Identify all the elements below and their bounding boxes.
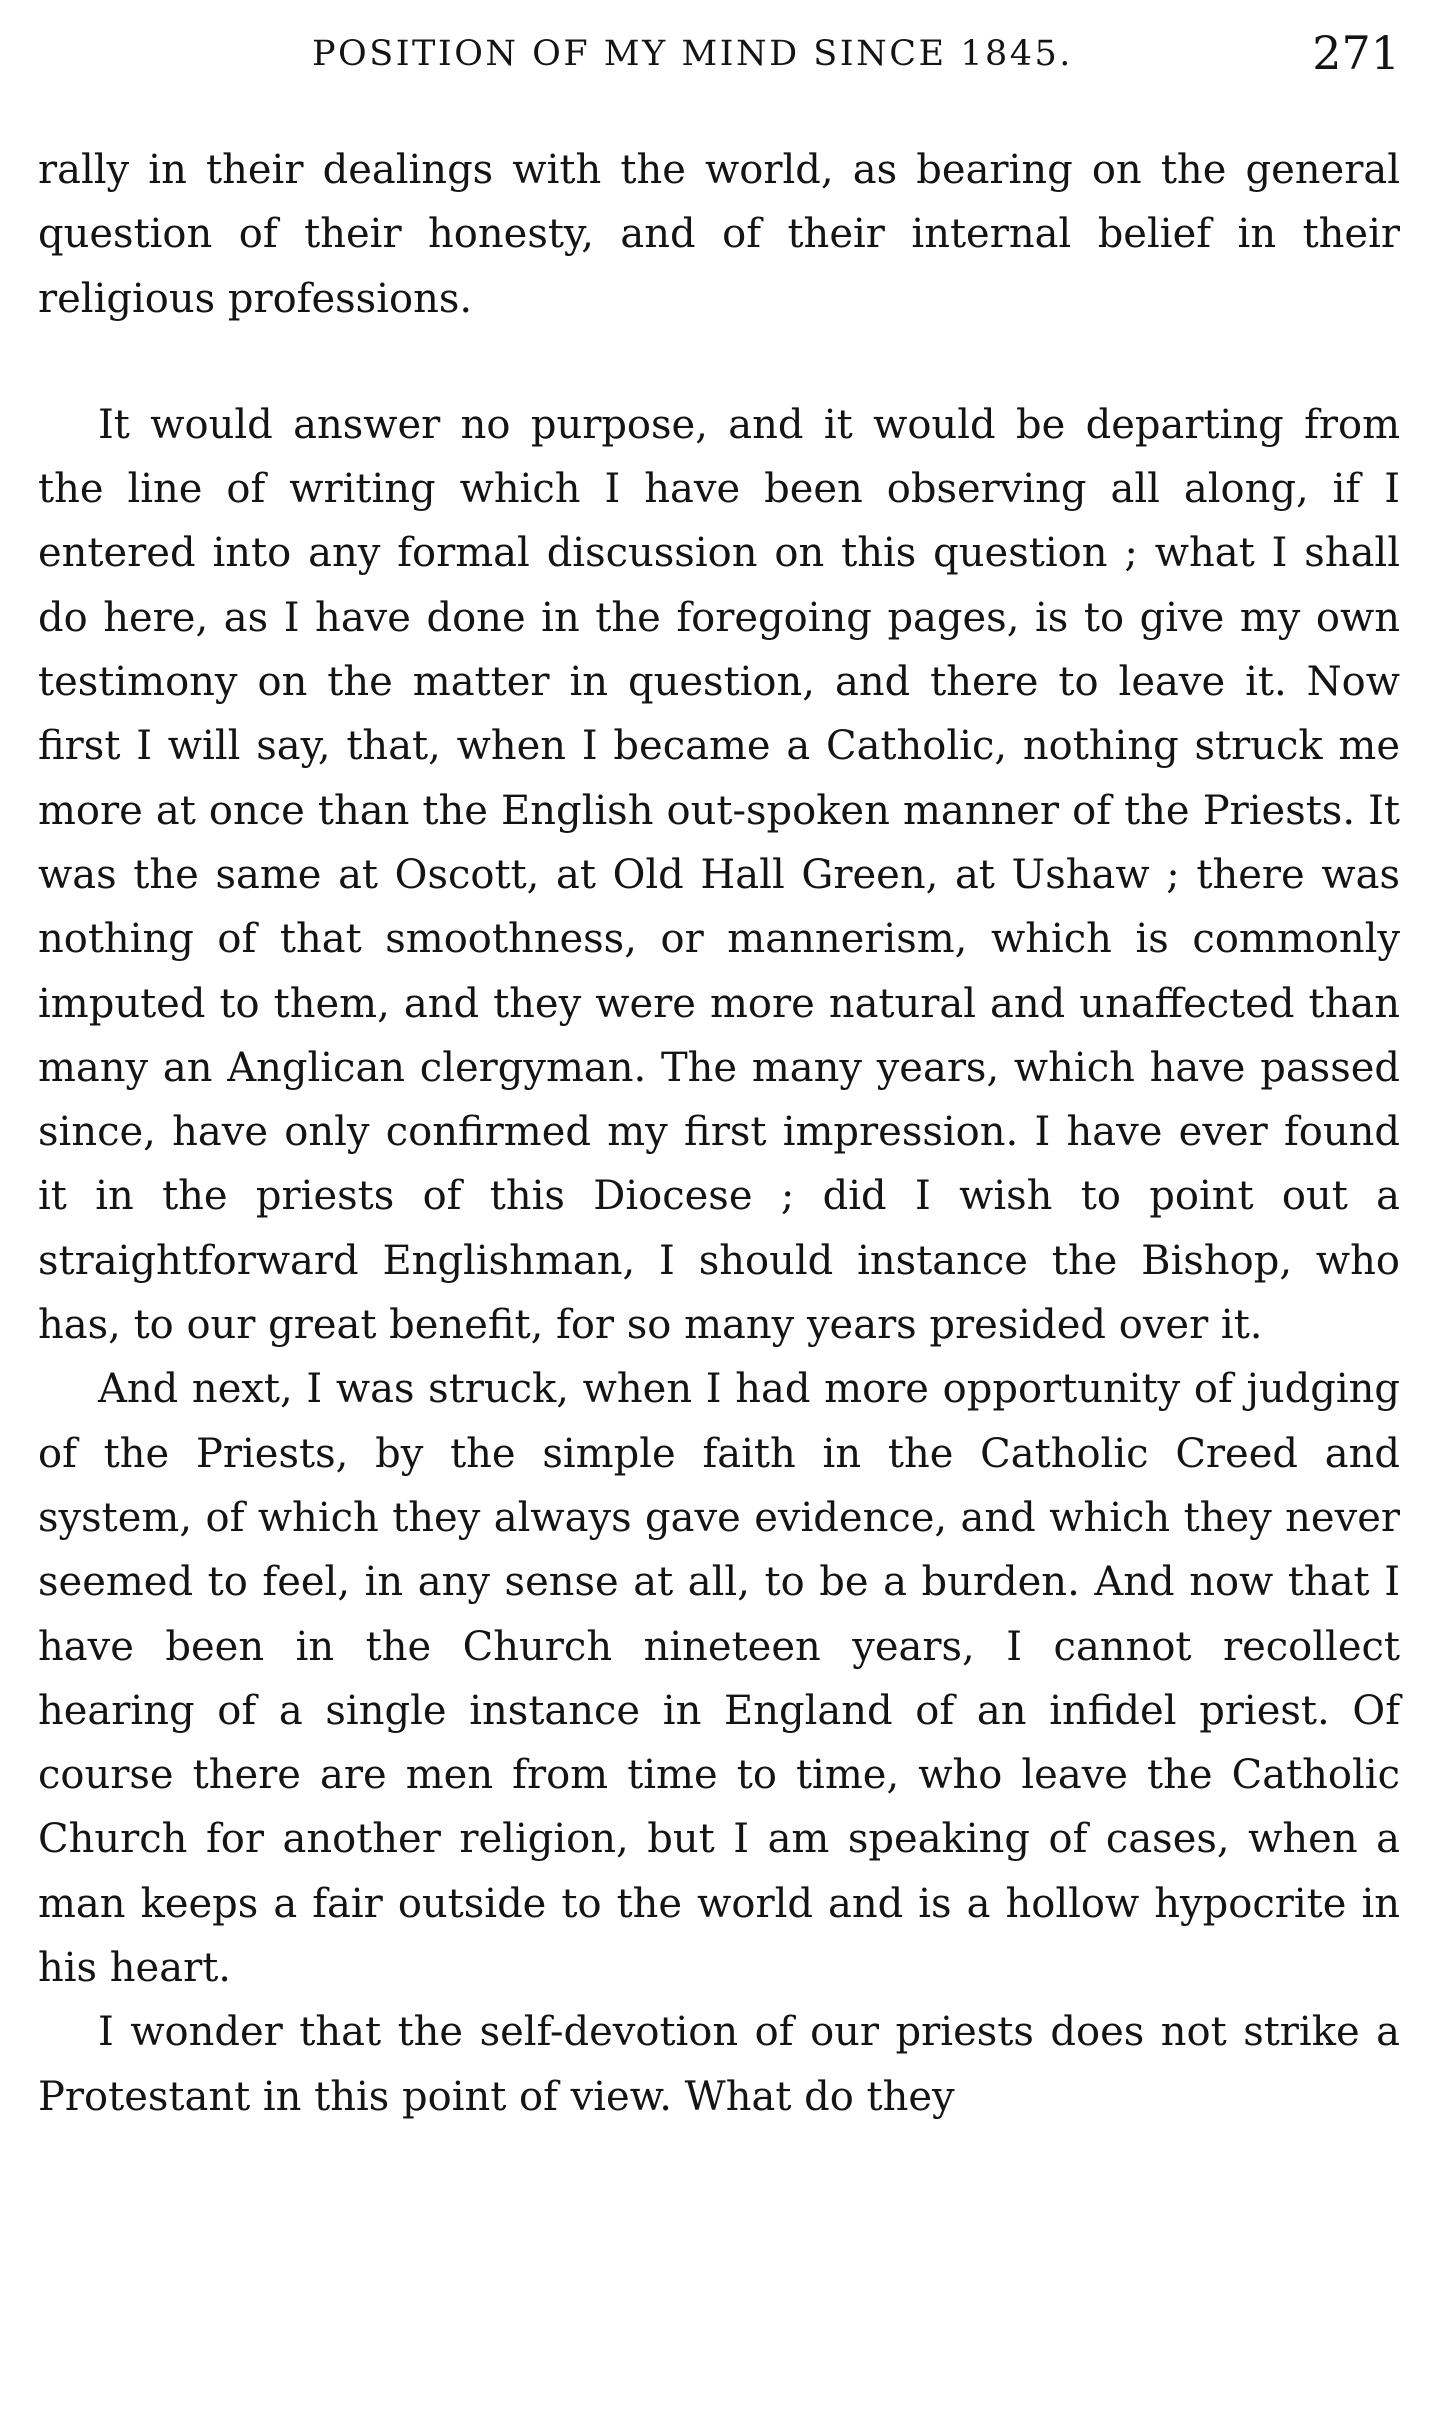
paragraph-continuation: rally in their dealings with the world, as bearing on the general question of their honesty, and of their internal belief in their religious professions. <box>38 147 1400 322</box>
paragraph: And next, I was struck, when I had more opportunity of judging of the Priests, by the simple faith in the Catholic Creed and system, of which they always gave evidence, and which they never seemed to feel, in any sense at all, to be a burden. And now that I have been in the Church nineteen years, I cannot recollect hearing of a single instance in England of an infidel priest. Of course there are men from time to time, who leave the Catholic Church for another religion, but I am speaking of cases, when a man keeps a fair outside to the world and is a hollow hypocrite in his heart. <box>38 1366 1400 1992</box>
body-text <box>38 138 1400 2129</box>
paragraph: I wonder that the self-devotion of our priests does not strike a Protestant in this point of view. What do they <box>38 2009 1400 2120</box>
running-title: POSITION OF MY MIND SINCE 1845. <box>312 34 1073 74</box>
running-head <box>38 20 1400 90</box>
page-number: 271 <box>1312 26 1400 80</box>
paragraph: It would answer no purpose, and it would be departing from the line of writing which I have been observing all along, if I entered into any formal discussion on this question ; what I shall do here, as I have done in the foregoing pages, is to give my own testimony on the matter in question, and there to leave it. Now first I will say, that, when I became a Catholic, nothing struck me more at once than the English out-spoken manner of the Priests. It was the same at Oscott, at Old Hall Green, at Ushaw ; there was nothing of that smoothness, or mannerism, which is commonly imputed to them, and they were more natural and unaffected than many an Anglican clergyman. The many years, which have passed since, have only confirmed my first impression. I have ever found it in the priests of this Diocese ; did I wish to point out a straightforward Englishman, I should instance the Bishop, who has, to our great benefit, for so many years presided over it. <box>38 401 1400 1349</box>
book-page <box>38 0 1400 2415</box>
